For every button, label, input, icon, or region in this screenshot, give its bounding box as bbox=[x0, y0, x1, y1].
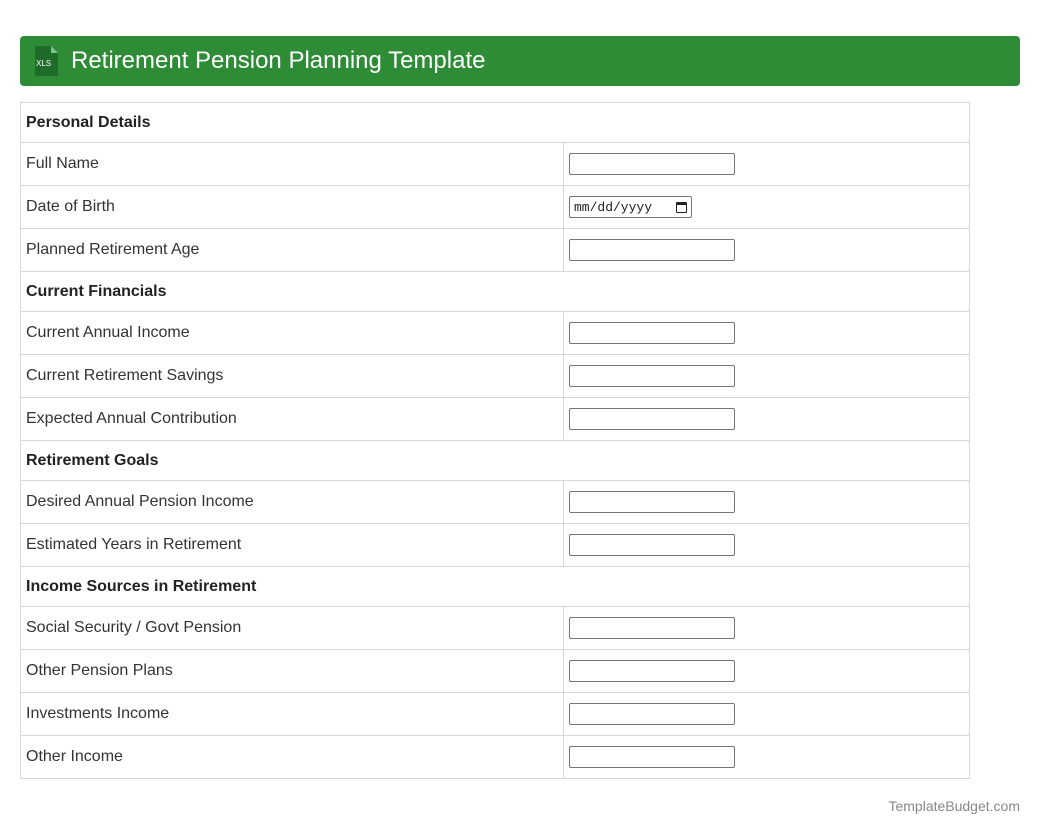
date-placeholder: mm/dd/yyyy bbox=[574, 199, 653, 215]
field-row-expected-annual-contribution bbox=[21, 398, 970, 441]
field-input-cell bbox=[564, 524, 970, 567]
field-label: Current Annual Income bbox=[21, 312, 564, 355]
field-row-planned-retirement-age bbox=[21, 229, 970, 272]
field-label: Expected Annual Contribution bbox=[21, 398, 564, 441]
field-label: Estimated Years in Retirement bbox=[21, 524, 564, 567]
footer-brand: TemplateBudget.com bbox=[888, 798, 1020, 814]
section-row-personal-details bbox=[21, 103, 970, 143]
field-input-cell bbox=[564, 481, 970, 524]
field-input-cell bbox=[564, 143, 970, 186]
field-label: Social Security / Govt Pension bbox=[21, 607, 564, 650]
calendar-icon[interactable] bbox=[676, 202, 687, 213]
field-input-cell bbox=[564, 650, 970, 693]
planned-retirement-age-input[interactable] bbox=[569, 239, 735, 261]
estimated-years-in-retirement-input[interactable] bbox=[569, 534, 735, 556]
page-header bbox=[20, 36, 1020, 86]
field-input-cell bbox=[564, 186, 970, 229]
section-title: Retirement Goals bbox=[21, 441, 970, 481]
date-of-birth-date-input[interactable] bbox=[569, 196, 692, 218]
field-row-full-name bbox=[21, 143, 970, 186]
other-pension-plans-input[interactable] bbox=[569, 660, 735, 682]
field-label: Other Income bbox=[21, 736, 564, 779]
investments-income-input[interactable] bbox=[569, 703, 735, 725]
field-label: Current Retirement Savings bbox=[21, 355, 564, 398]
current-annual-income-input[interactable] bbox=[569, 322, 735, 344]
xls-icon-label: XLS bbox=[36, 59, 52, 68]
field-row-investments-income bbox=[21, 693, 970, 736]
current-retirement-savings-input[interactable] bbox=[569, 365, 735, 387]
section-row-income-sources-in-retirement bbox=[21, 567, 970, 607]
field-row-other-income bbox=[21, 736, 970, 779]
section-row-current-financials bbox=[21, 272, 970, 312]
field-label: Planned Retirement Age bbox=[21, 229, 564, 272]
field-label: Investments Income bbox=[21, 693, 564, 736]
field-label: Desired Annual Pension Income bbox=[21, 481, 564, 524]
field-row-social-security-govt-pension bbox=[21, 607, 970, 650]
field-input-cell bbox=[564, 312, 970, 355]
other-income-input[interactable] bbox=[569, 746, 735, 768]
field-row-current-annual-income bbox=[21, 312, 970, 355]
field-input-cell bbox=[564, 736, 970, 779]
field-input-cell bbox=[564, 607, 970, 650]
section-row-retirement-goals bbox=[21, 441, 970, 481]
section-title: Income Sources in Retirement bbox=[21, 567, 970, 607]
page-title: Retirement Pension Planning Template bbox=[71, 47, 486, 74]
desired-annual-pension-income-input[interactable] bbox=[569, 491, 735, 513]
field-input-cell bbox=[564, 355, 970, 398]
field-label: Date of Birth bbox=[21, 186, 564, 229]
form-body bbox=[21, 103, 970, 779]
field-row-date-of-birth bbox=[21, 186, 970, 229]
field-row-current-retirement-savings bbox=[21, 355, 970, 398]
section-title: Personal Details bbox=[21, 103, 970, 143]
field-label: Full Name bbox=[21, 143, 564, 186]
field-input-cell bbox=[564, 229, 970, 272]
xls-file-icon bbox=[32, 45, 60, 77]
field-row-estimated-years-in-retirement bbox=[21, 524, 970, 567]
field-input-cell bbox=[564, 398, 970, 441]
field-row-desired-annual-pension-income bbox=[21, 481, 970, 524]
pension-form-table bbox=[20, 102, 970, 779]
social-security-govt-pension-input[interactable] bbox=[569, 617, 735, 639]
field-input-cell bbox=[564, 693, 970, 736]
section-title: Current Financials bbox=[21, 272, 970, 312]
expected-annual-contribution-input[interactable] bbox=[569, 408, 735, 430]
full-name-input[interactable] bbox=[569, 153, 735, 175]
field-label: Other Pension Plans bbox=[21, 650, 564, 693]
field-row-other-pension-plans bbox=[21, 650, 970, 693]
